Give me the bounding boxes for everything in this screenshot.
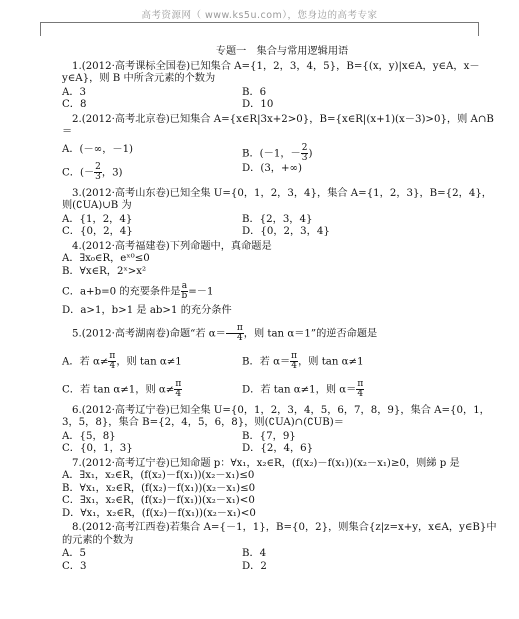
- option-text: C．(－: [62, 167, 95, 178]
- option: B．∀x∈R，2ˣ>x²: [62, 265, 147, 277]
- option: C．3: [62, 560, 87, 572]
- option: C．∃x₁，x₂∈R，(f(x₂)－f(x₁))(x₂－x₁)<0: [62, 495, 255, 506]
- option: A．(－∞，－1): [62, 143, 134, 155]
- option: C．(－ $\frac{2}{3}$ ，3): [62, 161, 123, 182]
- question-8-options: [62, 548, 502, 573]
- fraction: $\frac{2}{3}$: [301, 142, 308, 163]
- option: D．(3，+∞): [242, 162, 302, 174]
- option: B．若 α＝ $\frac{\pi}{4}$ ，则 tan α≠1: [242, 350, 364, 371]
- header-rule: [40, 22, 479, 23]
- question-5-options: [62, 348, 502, 375]
- question-3-options: [62, 214, 502, 239]
- option: A．∃x₀∈R，eˣ⁰≤0: [62, 253, 150, 264]
- option: A．若 α≠ $\frac{\pi}{4}$ ，则 tan α≠1: [62, 350, 182, 371]
- option: A．{5，8}: [62, 430, 116, 442]
- question-2: 2.(2012·高考北京卷)已知集合 A={x∈R|3x+2>0}，B={x∈R|(x+1)(x－3)>0}，则 A∩B＝: [62, 113, 494, 137]
- page-header: [0, 0, 519, 44]
- fraction: $\frac{2}{3}$: [95, 161, 101, 182]
- option: C．{0，1，3}: [62, 443, 133, 454]
- option: B．4: [242, 548, 267, 559]
- question-1: 1.(2012·高考课标全国卷)已知集合 A={1，2，3，4，5}，B={(x，y)|x∈A，y∈A，x－y∈A}，则 B 中所含元素的个数为: [62, 60, 480, 84]
- option: D．a>1，b>1 是 ab>1 的充分条件: [62, 305, 232, 316]
- page-title: 专题一 集合与常用逻辑用语: [215, 46, 349, 57]
- option: C．若 tan α≠1，则 α≠ $\frac{\pi}{4}$: [62, 378, 182, 399]
- option: B．∀x₁，x₂∈R，(f(x₂)－f(x₁))(x₂－x₁)≤0: [62, 482, 256, 494]
- question-4: 4.(2012·高考福建卷)下列命题中，真命题是: [72, 240, 272, 252]
- option: B．(－1，－ $\frac{2}{3}$ ): [242, 142, 313, 163]
- option: D．若 tan α≠1，则 α＝ $\frac{\pi}{4}$: [242, 378, 364, 399]
- option: A．5: [62, 548, 87, 559]
- fraction: $\frac{\pi}{4}$: [357, 378, 364, 399]
- option: C．8: [62, 99, 87, 110]
- option: B．6: [242, 86, 267, 98]
- fraction: $\frac{\pi}{4}$: [175, 378, 182, 399]
- option: D．{0，2，3，4}: [242, 226, 330, 237]
- option: A．3: [62, 86, 87, 98]
- header-tick-right: [478, 22, 479, 36]
- option: A．{1，2，4}: [62, 213, 133, 225]
- question-5-options-cd: [62, 376, 502, 403]
- fraction: $\frac{a}{b}$: [181, 281, 188, 301]
- option: D．2: [242, 560, 267, 572]
- question-6-options: [62, 431, 502, 456]
- question-8: 8.(2012·高考江西卷)若集合 A={－1，1}，B={0，2}，则集合{z|z=x+y，x∈A，y∈B}中的元素的个数为: [62, 522, 497, 546]
- option: B．{7，9}: [242, 430, 296, 442]
- header-tick-left: [40, 22, 41, 36]
- option: D．{2，4，6}: [242, 443, 314, 454]
- fraction: $\frac{\pi}{4}$: [109, 350, 116, 371]
- option: D．10: [242, 99, 274, 110]
- fraction: $\frac{\pi}{4}$: [291, 350, 298, 371]
- option: C．a+b=0 的充要条件是 $\frac{a}{b}$ =－1: [62, 281, 214, 301]
- option: B．{2，3，4}: [242, 213, 313, 225]
- question-1-options: [62, 87, 502, 112]
- question-2-options: [62, 140, 502, 186]
- question-3: 3.(2012·高考山东卷)已知全集 U={0，1，2，3，4}，集合 A={1，2，3}，B={2，4}，则(∁UA)∪B 为: [62, 187, 492, 211]
- option-text: B．(－1，－: [242, 148, 301, 159]
- option: C．{0，2，4}: [62, 226, 133, 237]
- fraction: $\frac{\pi}{4}$: [226, 324, 244, 343]
- header-text: 高考资源网（ www.ks5u.com），您身边的高考专家: [141, 10, 378, 21]
- question-6: 6.(2012·高考辽宁卷)已知全集 U={0，1，2，3，4，5，6，7，8，9}，集合 A={0，1，3，5，8}，集合 B={2，4，5，6，8}，则(∁UA)∩(∁UB)＝: [62, 404, 490, 428]
- question-5: 5.(2012·高考湖南卷)命题“若 α＝ $\frac{\pi}{4}$ ，则 tan α＝1”的逆否命题是: [72, 322, 378, 343]
- document-body: [62, 46, 502, 573]
- question-7: 7.(2012·高考辽宁卷)已知命题 p：∀x₁，x₂∈R，(f(x₂)－f(x₁))(x₂－x₁)≥0，则綈 p 是: [72, 457, 460, 469]
- option: D．∀x₁，x₂∈R，(f(x₂)－f(x₁))(x₂－x₁)<0: [62, 507, 256, 519]
- option: A．∃x₁，x₂∈R，(f(x₂)－f(x₁))(x₂－x₁)≤0: [62, 470, 255, 481]
